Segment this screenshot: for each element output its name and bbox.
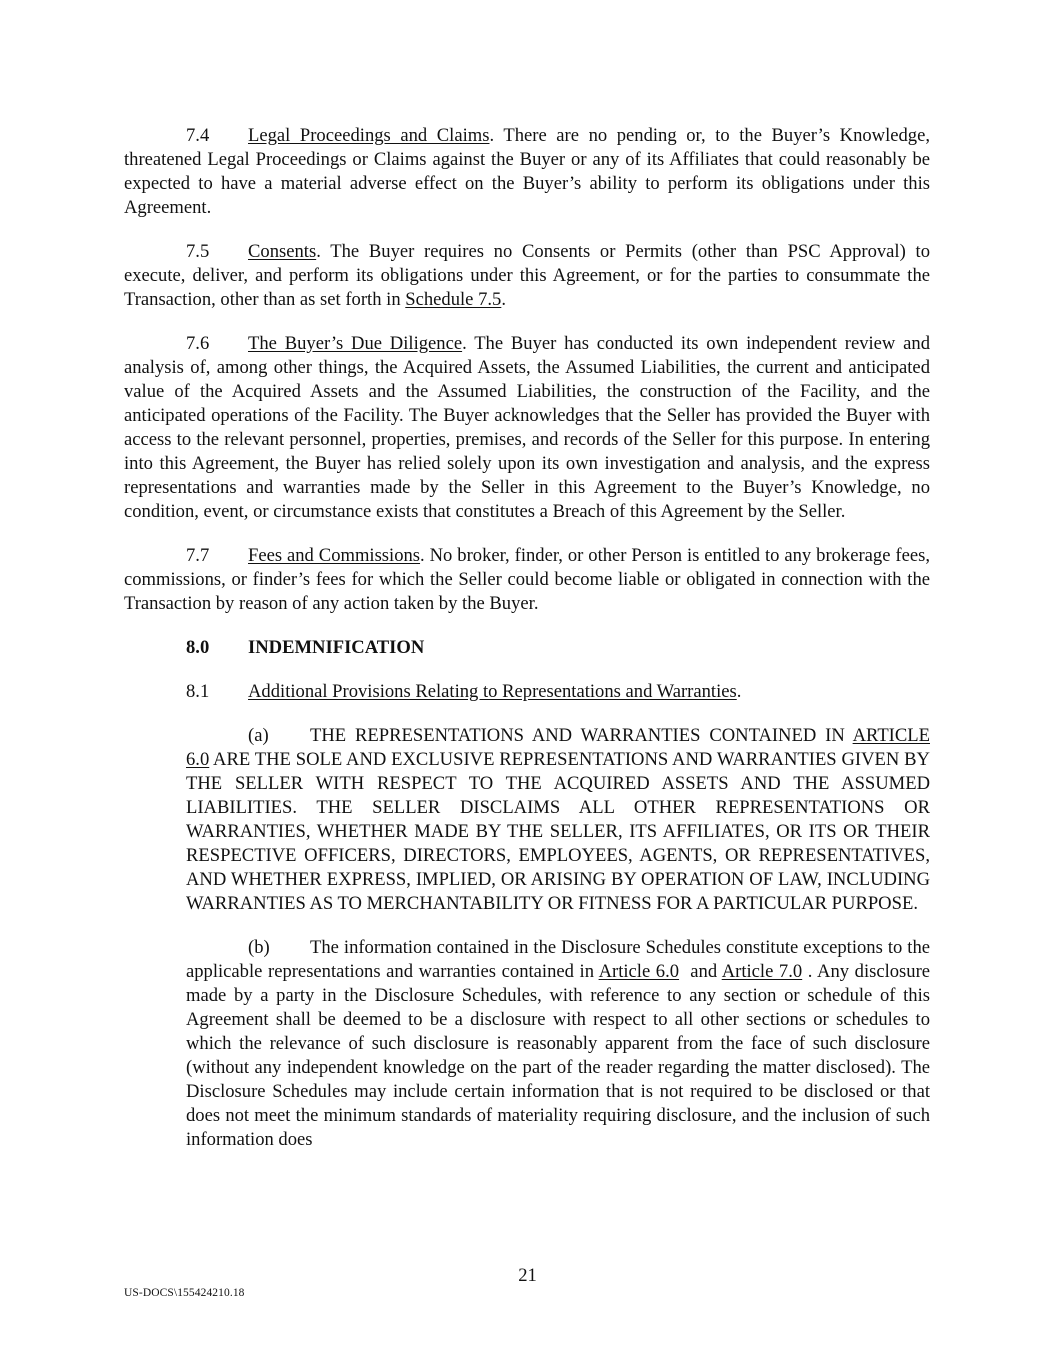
article-reference: ARTICLE 6.0 — [186, 725, 930, 770]
clause-intro: THE REPRESENTATIONS AND WARRANTIES CONTAINED IN — [310, 725, 845, 746]
section-text: . The Buyer has conducted its own independent review and analysis of, among other things, the Acquired Assets, the Assumed Liabilities, the current and anticipated value of the Acquired Assets and the Assumed Liabilities, the construction of the Facility, and the anticipated operations of the Facility. The Buyer acknowledges that the Seller has provided the Buyer with access to the relevant personnel, properties, premises, and records of the Seller for this purpose. In entering into this Agreement, the Buyer has relied solely upon its own investigation and analysis, and the express representations and warranties made by the Seller in this Agreement to the Buyer’s Knowledge, no condition, event, or circumstance exists that constitutes a Breach of this Agreement by the Seller. — [124, 333, 931, 522]
section-title: Consents — [248, 241, 317, 262]
clause-text: and — [679, 961, 722, 982]
section-7-6 — [124, 332, 930, 524]
clause-text: ARE THE SOLE AND EXCLUSIVE REPRESENTATIONS AND WARRANTIES GIVEN BY THE SELLER WITH RESPECT TO THE ACQUIRED ASSETS AND THE ASSUMED LIABILITIES. THE SELLER DISCLAIMS ALL OTHER REPRESENTATIONS OR WARRANTIES, WHETHER MADE BY THE SELLER, ITS AFFILIATES, OR ITS OR THEIR RESPECTIVE OFFICERS, DIRECTORS, EMPLOYEES, AGENTS, OR REPRESENTATIVES, AND WHETHER EXPRESS, IMPLIED, OR ARISING BY OPERATION OF LAW, INCLUDING WARRANTIES AS TO MERCHANTABILITY OR FITNESS FOR A PARTICULAR PURPOSE. — [186, 749, 930, 914]
article-reference: Article 7.0 — [721, 961, 803, 982]
section-8-1-a — [124, 724, 930, 916]
section-number: 7.6 — [186, 333, 210, 354]
section-title: Legal Proceedings and Claims — [248, 125, 490, 146]
document-id: US-DOCS\155424210.18 — [124, 1287, 245, 1299]
section-7-4 — [124, 124, 930, 220]
schedule-reference: Schedule 7.5 — [405, 289, 502, 310]
article-title: INDEMNIFICATION — [248, 637, 425, 658]
article-8-heading — [124, 636, 930, 660]
clause-label: (a) — [248, 725, 269, 746]
page-number: 21 — [518, 1265, 537, 1286]
section-text: . There are no pending or, to the Buyer’s Knowledge, threatened Legal Proceedings or Claims against the Buyer or any of its Affiliates that could reasonably be expected to have a material adverse effect on the Buyer’s ability to perform its obligations under this Agreement. — [124, 125, 931, 218]
section-title: Fees and Commissions — [248, 545, 421, 566]
clause-label: (b) — [248, 937, 270, 958]
article-reference: Article 6.0 — [598, 961, 680, 982]
section-7-5 — [124, 240, 930, 312]
section-text: . No broker, finder, or other Person is entitled to any brokerage fees, commissions, or finder’s fees for which the Seller could become liable or obligated in connection with the Transaction by reason of any action taken by the Buyer. — [124, 545, 930, 614]
section-8-1-b — [124, 936, 930, 1152]
document-body — [124, 124, 930, 1172]
article-number: 8.0 — [186, 637, 210, 658]
section-number: 7.5 — [186, 241, 210, 262]
clause-text: The information contained in the Disclosure Schedules constitute exceptions to the applicable representations and warranties contained in — [186, 937, 930, 982]
section-8-1 — [124, 680, 930, 704]
section-text-end: . — [501, 289, 506, 310]
section-text-end: . — [736, 681, 742, 702]
section-number: 7.7 — [186, 545, 210, 566]
section-text: . The Buyer requires no Consents or Permits (other than PSC Approval) to execute, deliver, and perform its obligations under this Agreement, or for the parties to consummate the Transaction, other than as set forth in — [124, 241, 930, 310]
section-7-7 — [124, 544, 930, 616]
section-number: 7.4 — [186, 125, 210, 146]
section-title: Additional Provisions Relating to Representations and Warranties — [248, 681, 737, 702]
section-number: 8.1 — [186, 681, 210, 702]
clause-text: . Any disclosure made by a party in the Disclosure Schedules, with reference to any section or schedule of this Agreement shall be deemed to be a disclosure with respect to all other sections or schedules to which the relevance of such disclosure is reasonably apparent from the face of such disclosure (without any independent knowledge on the part of the reader regarding the matter disclosed). The Disclosure Schedules may include certain information that is not required to be disclosed or that does not meet the minimum standards of materiality requiring disclosure, and the inclusion of such information does — [186, 961, 931, 1150]
section-title: The Buyer’s Due Diligence — [248, 333, 463, 354]
